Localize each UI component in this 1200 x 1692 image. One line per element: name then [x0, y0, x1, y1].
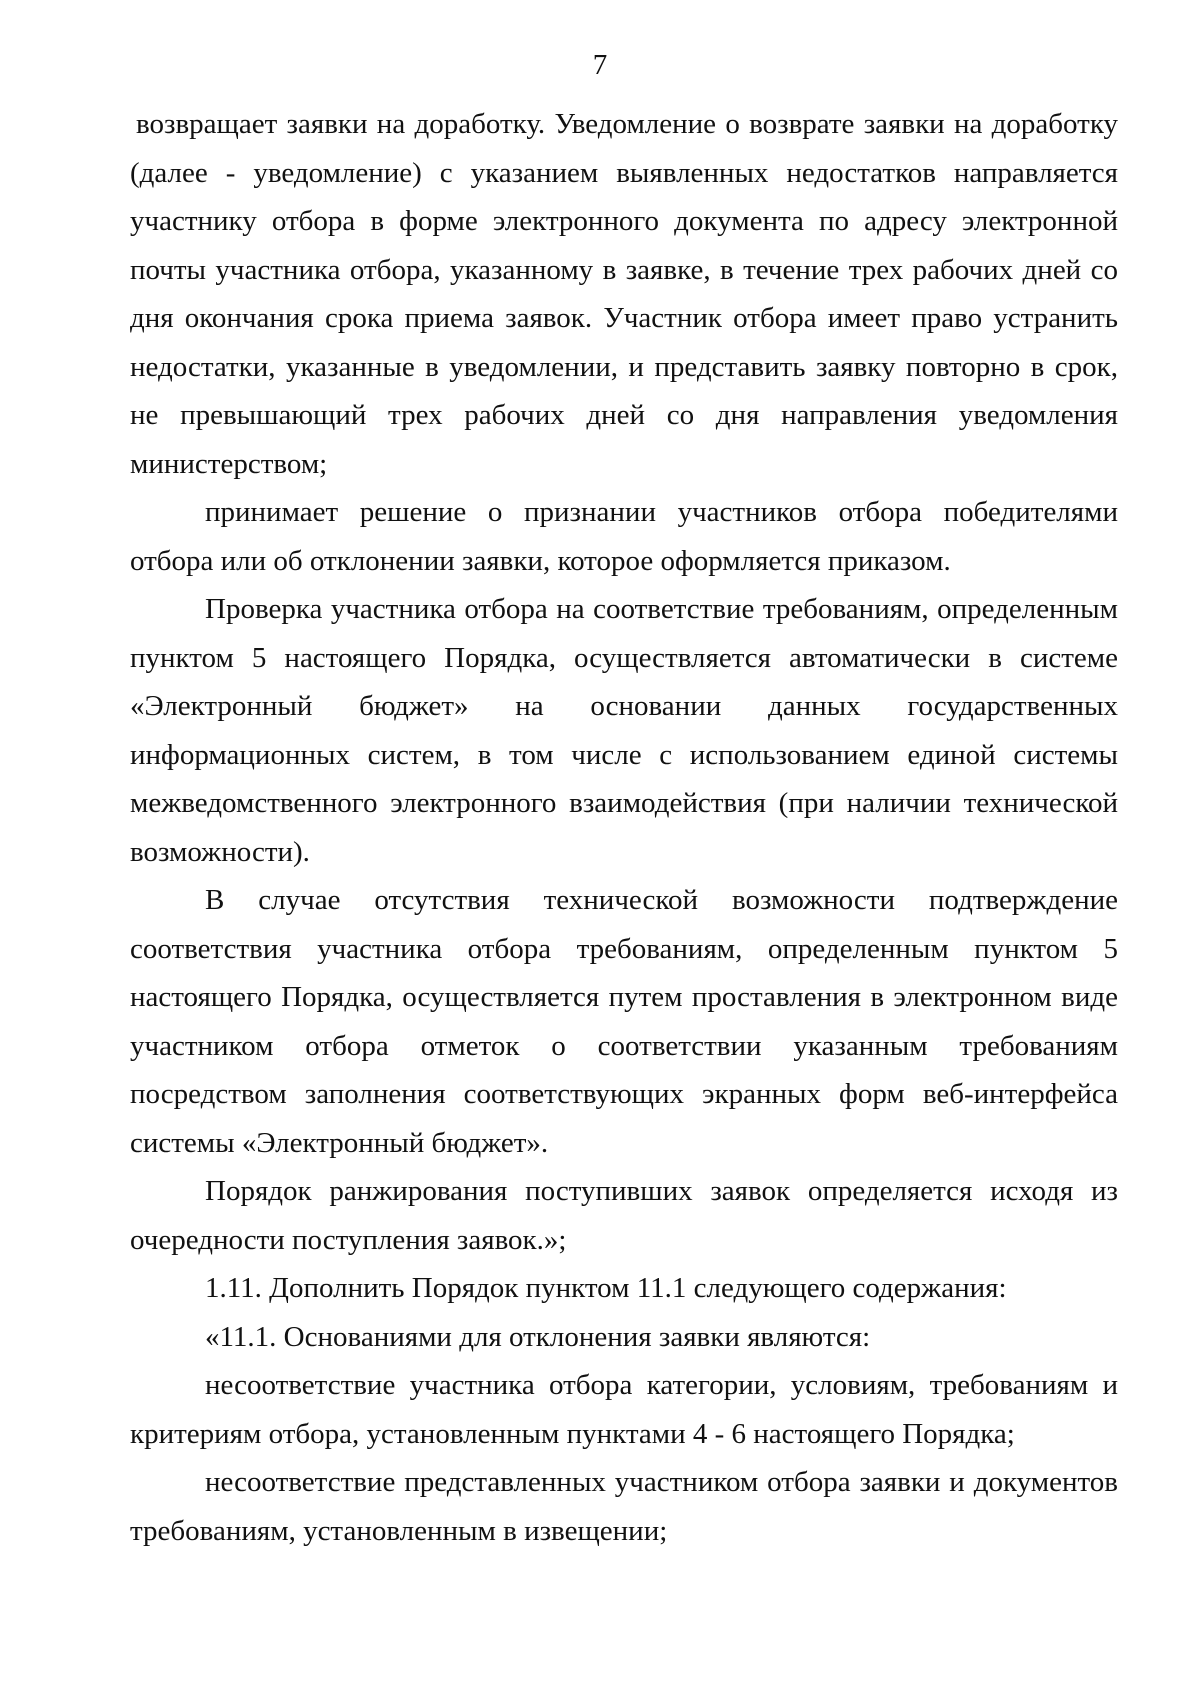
paragraph-item-11-1: «11.1. Основаниями для отклонения заявки являются: — [205, 1320, 871, 1353]
paragraph-no-technical-possibility: В случае отсутствия технической возможности подтверждение соответствия участника отбора требованиям, определенным пунктом 5 настоящего Порядка, осуществляется путем проставления в электронном виде участником отбора отметок о соответствии указанным требованиям посредством заполнения соответствующих экранных форм веб-интерфейса системы «Электронный бюджет». — [130, 884, 1118, 1159]
paragraph-verification: Проверка участника отбора на соответствие требованиям, определенным пунктом 5 настоящего Порядка, осуществляется автоматически в системе «Электронный бюджет» на основании данных государственных информационных систем, в том числе с использованием единой системы межведомственного электронного взаимодействия (при наличии технической возможности). — [130, 593, 1118, 868]
document-body — [130, 100, 1118, 1555]
page-number: 7 — [592, 49, 608, 81]
paragraph-continuation: возвращает заявки на доработку. Уведомление о возврате заявки на доработку (далее - уведомление) с указанием выявленных недостатков направляется участнику отбора в форме электронного документа по адресу электронной почты участника отбора, указанному в заявке, в течение трех рабочих дней со дня окончания срока приема заявок. Участник отбора имеет право устранить недостатки, указанные в уведомлении, и представить заявку повторно в срок, не превышающий трех рабочих дней со дня направления уведомления министерством; — [130, 108, 1118, 480]
paragraph-ranking: Порядок ранжирования поступивших заявок определяется исходя из очередности поступления заявок.»; — [130, 1175, 1118, 1256]
paragraph-decision: принимает решение о признании участников отбора победителями отбора или об отклонении заявки, которое оформляется приказом. — [130, 496, 1118, 577]
paragraph-ground-mismatch-participant: несоответствие участника отбора категории, условиям, требованиям и критериям отбора, установленным пунктами 4 - 6 настоящего Порядка; — [130, 1369, 1118, 1450]
paragraph-ground-mismatch-documents: несоответствие представленных участником отбора заявки и документов требованиям, установленным в извещении; — [130, 1466, 1118, 1547]
paragraph-amendment-1-11: 1.11. Дополнить Порядок пунктом 11.1 следующего содержания: — [205, 1272, 1007, 1304]
